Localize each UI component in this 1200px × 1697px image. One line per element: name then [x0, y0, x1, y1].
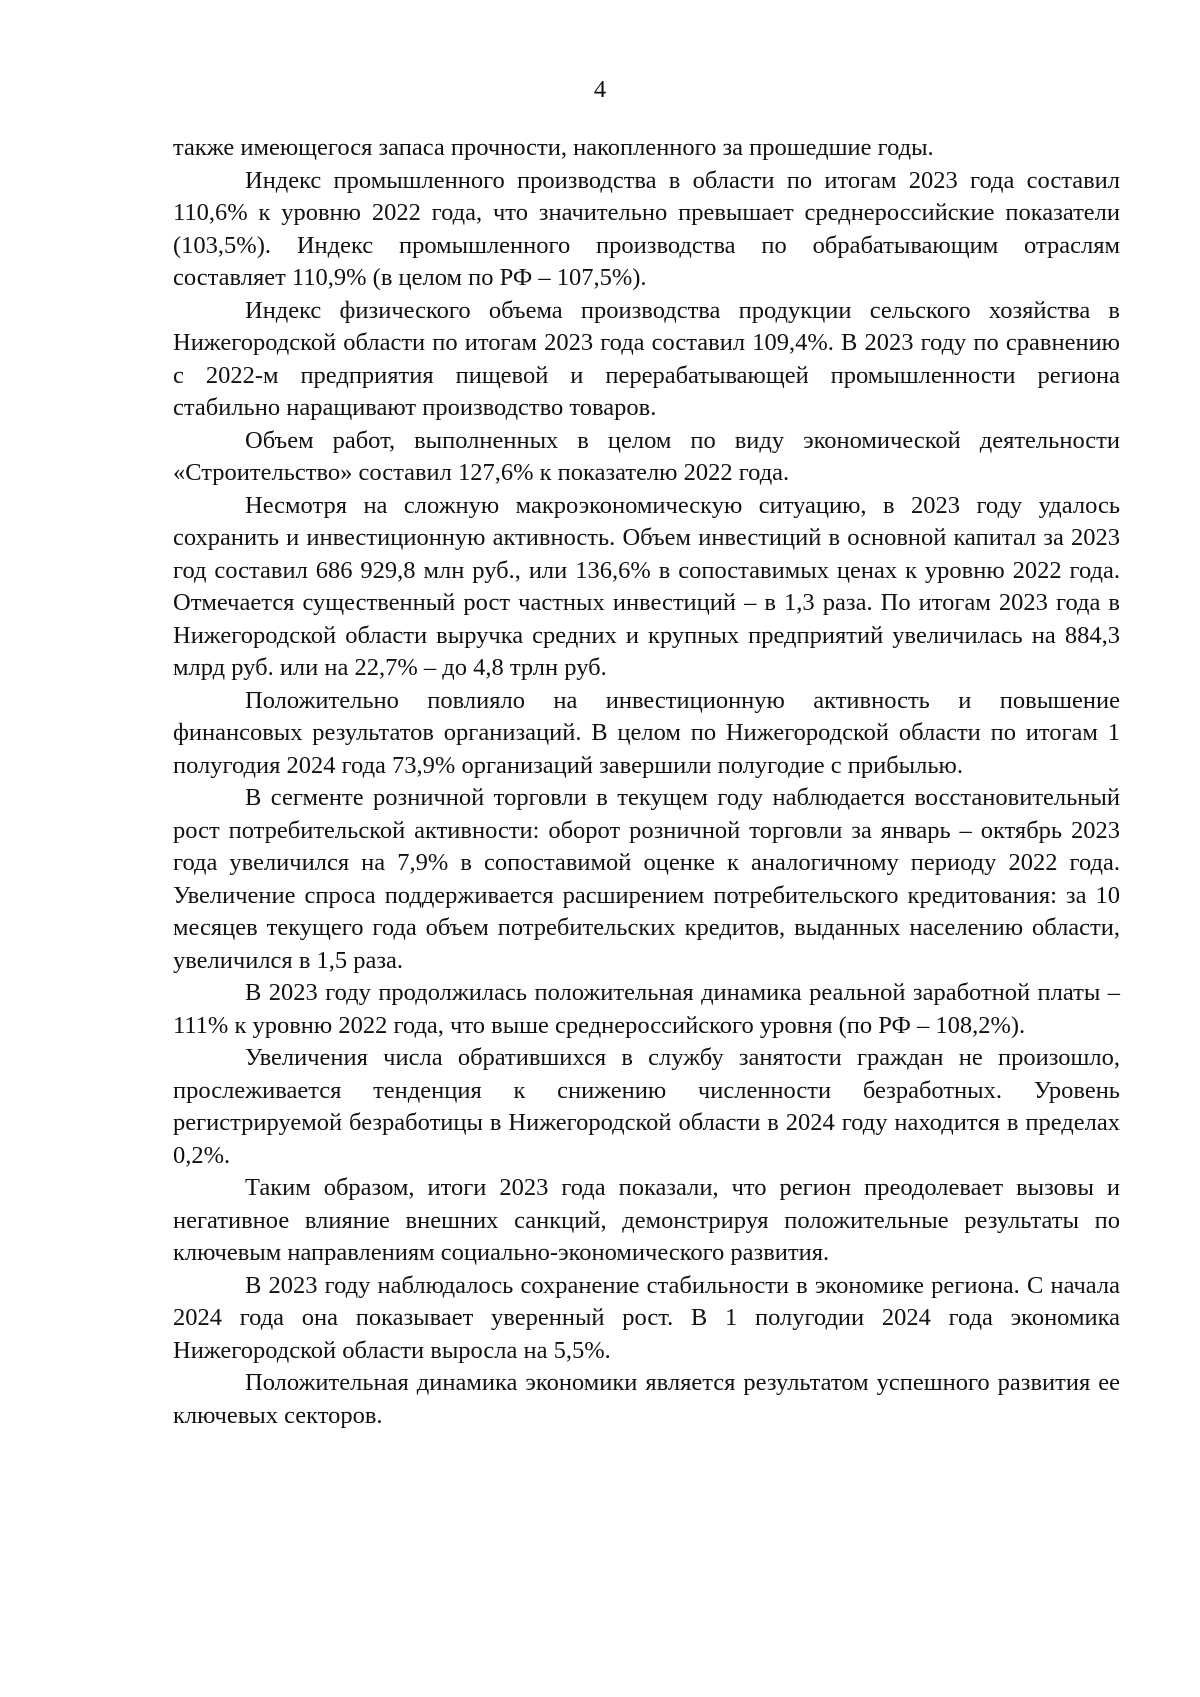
paragraph-investment: Несмотря на сложную макроэкономическую ситуацию, в 2023 году удалось сохранить и инвестиционную активность. Объем инвестиций в основной капитал за 2023 год составил 686 929,8 млн руб., или 136,6% в сопоставимых ценах к уровню 2022 года. Отмечается существенный рост частных инвестиций – в 1,3 раза. По итогам 2023 года в Нижегородской области выручка средних и крупных предприятий увеличилась на 884,3 млрд руб. или на 22,7% – до 4,8 трлн руб. [173, 491, 1120, 681]
paragraph-financial-results: Положительно повлияло на инвестиционную активность и повышение финансовых результатов организаций. В целом по Нижегородской области по итогам 1 полугодия 2024 года 73,9% организаций завершили полугодие с прибылью. [173, 686, 1120, 779]
paragraph-agriculture: Индекс физического объема производства продукции сельского хозяйства в Нижегородской области по итогам 2023 года составил 109,4%. В 2023 году по сравнению с 2022-м предприятия пищевой и перерабатывающей промышленности региона стабильно наращивают производство товаров. [173, 296, 1120, 421]
paragraph-employment: Увеличения числа обратившихся в службу занятости граждан не произошло, прослеживается тенденция к снижению численности безработных. Уровень регистрируемой безработицы в Нижегородской области в 2024 году находится в пределах 0,2%. [173, 1044, 1120, 1169]
document-body [173, 132, 1120, 1432]
paragraph-continuation: также имеющегося запаса прочности, накопленного за прошедшие годы. [173, 134, 934, 161]
paragraph-conclusion: Положительная динамика экономики является результатом успешного развития ее ключевых секторов. [173, 1369, 1120, 1429]
paragraph-summary: Таким образом, итоги 2023 года показали, что регион преодолевает вызовы и негативное влияние внешних санкций, демонстрируя положительные результаты по ключевым направлениям социально-экономического развития. [173, 1174, 1120, 1266]
paragraph-retail-trade: В сегменте розничной торговли в текущем году наблюдается восстановительный рост потребительской активности: оборот розничной торговли за январь – октябрь 2023 года увеличился на 7,9% в сопоставимой оценке к аналогичному периоду 2022 года. Увеличение спроса поддерживается расширением потребительского кредитования: за 10 месяцев текущего года объем потребительских кредитов, выданных населению области, увеличился в 1,5 раза. [173, 784, 1120, 974]
page-number: 4 [593, 76, 607, 103]
paragraph-construction: Объем работ, выполненных в целом по виду экономической деятельности «Строительство» составил 127,6% к показателю 2022 года. [173, 426, 1120, 486]
paragraph-wages: В 2023 году продолжилась положительная динамика реальной заработной платы – 111% к уровню 2022 года, что выше среднероссийского уровня (по РФ – 108,2%). [173, 979, 1120, 1039]
paragraph-industrial-production: Индекс промышленного производства в области по итогам 2023 года составил 110,6% к уровню 2022 года, что значительно превышает среднероссийские показатели (103,5%). Индекс промышленного производства по обрабатывающим отраслям составляет 110,9% (в целом по РФ – 107,5%). [173, 166, 1120, 291]
paragraph-stability: В 2023 году наблюдалось сохранение стабильности в экономике региона. С начала 2024 года она показывает уверенный рост. В 1 полугодии 2024 года экономика Нижегородской области выросла на 5,5%. [173, 1271, 1120, 1364]
